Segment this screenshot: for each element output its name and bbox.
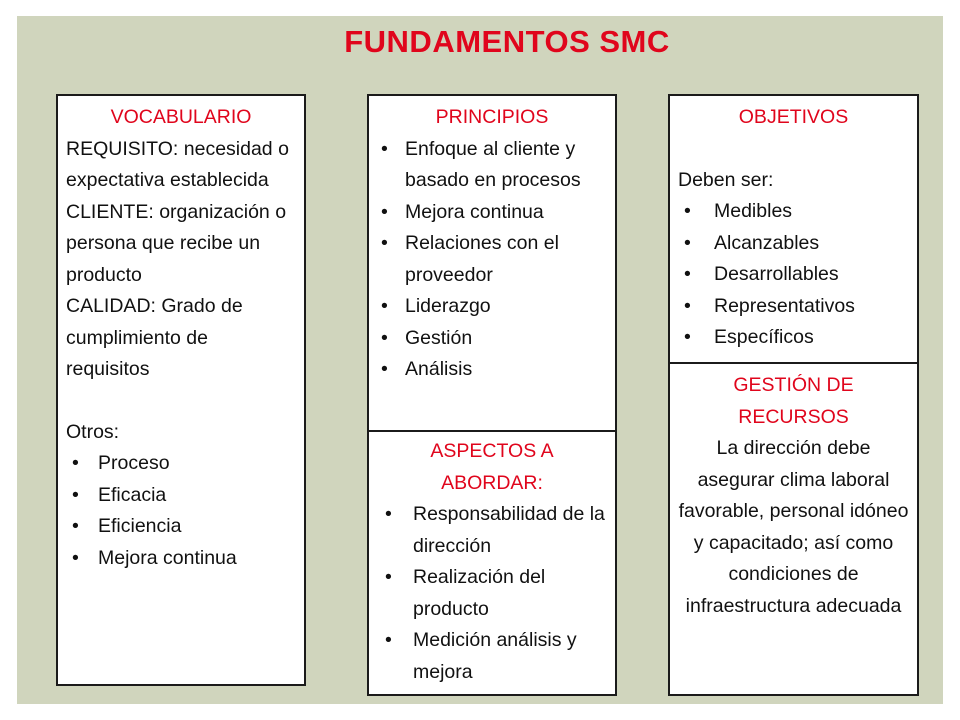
list-item: • Alcanzables (678, 228, 909, 260)
slide-title: FUNDAMENTOS SMC (344, 24, 670, 59)
list-item: • Gestión (375, 323, 609, 355)
list-item: • Medibles (678, 196, 909, 228)
list-item: • Medición análisis y mejora (375, 625, 609, 688)
list-item: • Proceso (66, 448, 296, 480)
list-item: • Realización del producto (375, 562, 609, 625)
principios-heading: PRINCIPIOS (435, 106, 549, 128)
calidad-term: CALIDAD: (66, 295, 156, 317)
list-item: • Eficacia (66, 480, 296, 512)
principios-list (375, 134, 609, 386)
list-item: • Eficiencia (66, 511, 296, 543)
calidad-definition: Grado de cumplimiento de requisitos (66, 295, 243, 380)
list-item: • Liderazgo (375, 291, 609, 323)
gestion-body: La dirección debe asegurar clima laboral favorable, personal idóneo y capacitado; así como condiciones de infraestructura adecuada (678, 437, 909, 617)
spacer (66, 386, 296, 417)
spacer (678, 134, 909, 165)
calidad-entry (66, 291, 296, 386)
requisito-entry (66, 134, 296, 197)
objetivos-intro: Deben ser: (678, 168, 774, 191)
vocabulario-box (56, 94, 306, 686)
gestion-heading: GESTIÓN DE RECURSOS (733, 374, 854, 428)
list-item: • Representativos (678, 291, 909, 323)
cliente-definition: organización o persona que recibe un producto (66, 200, 287, 286)
list-item: • Mejora continua (66, 543, 296, 575)
objetivos-list (678, 196, 909, 354)
requisito-definition: necesidad o expectativa establecida (66, 137, 289, 191)
list-item: • Desarrollables (678, 259, 909, 291)
objetivos-box (668, 94, 919, 364)
list-item: • Análisis (375, 354, 609, 386)
list-item: • Relaciones con el proveedor (375, 228, 609, 291)
cliente-entry (66, 197, 296, 292)
gestion-recursos-box (668, 362, 919, 696)
list-item: • Mejora continua (375, 197, 609, 229)
principios-box (367, 94, 617, 432)
list-item: • Enfoque al cliente y basado en procesos (375, 134, 609, 197)
otros-label: Otros: (66, 420, 120, 443)
aspectos-heading: ASPECTOS A ABORDAR: (430, 440, 554, 494)
aspectos-list (375, 499, 609, 688)
vocabulario-heading: VOCABULARIO (110, 106, 252, 128)
aspectos-box (367, 430, 617, 696)
requisito-term: REQUISITO: (66, 137, 179, 160)
objetivos-heading: OBJETIVOS (738, 106, 849, 128)
list-item: • Responsabilidad de la dirección (375, 499, 609, 562)
list-item: • Específicos (678, 322, 909, 354)
otros-list (66, 448, 296, 574)
cliente-term: CLIENTE: (66, 200, 154, 223)
